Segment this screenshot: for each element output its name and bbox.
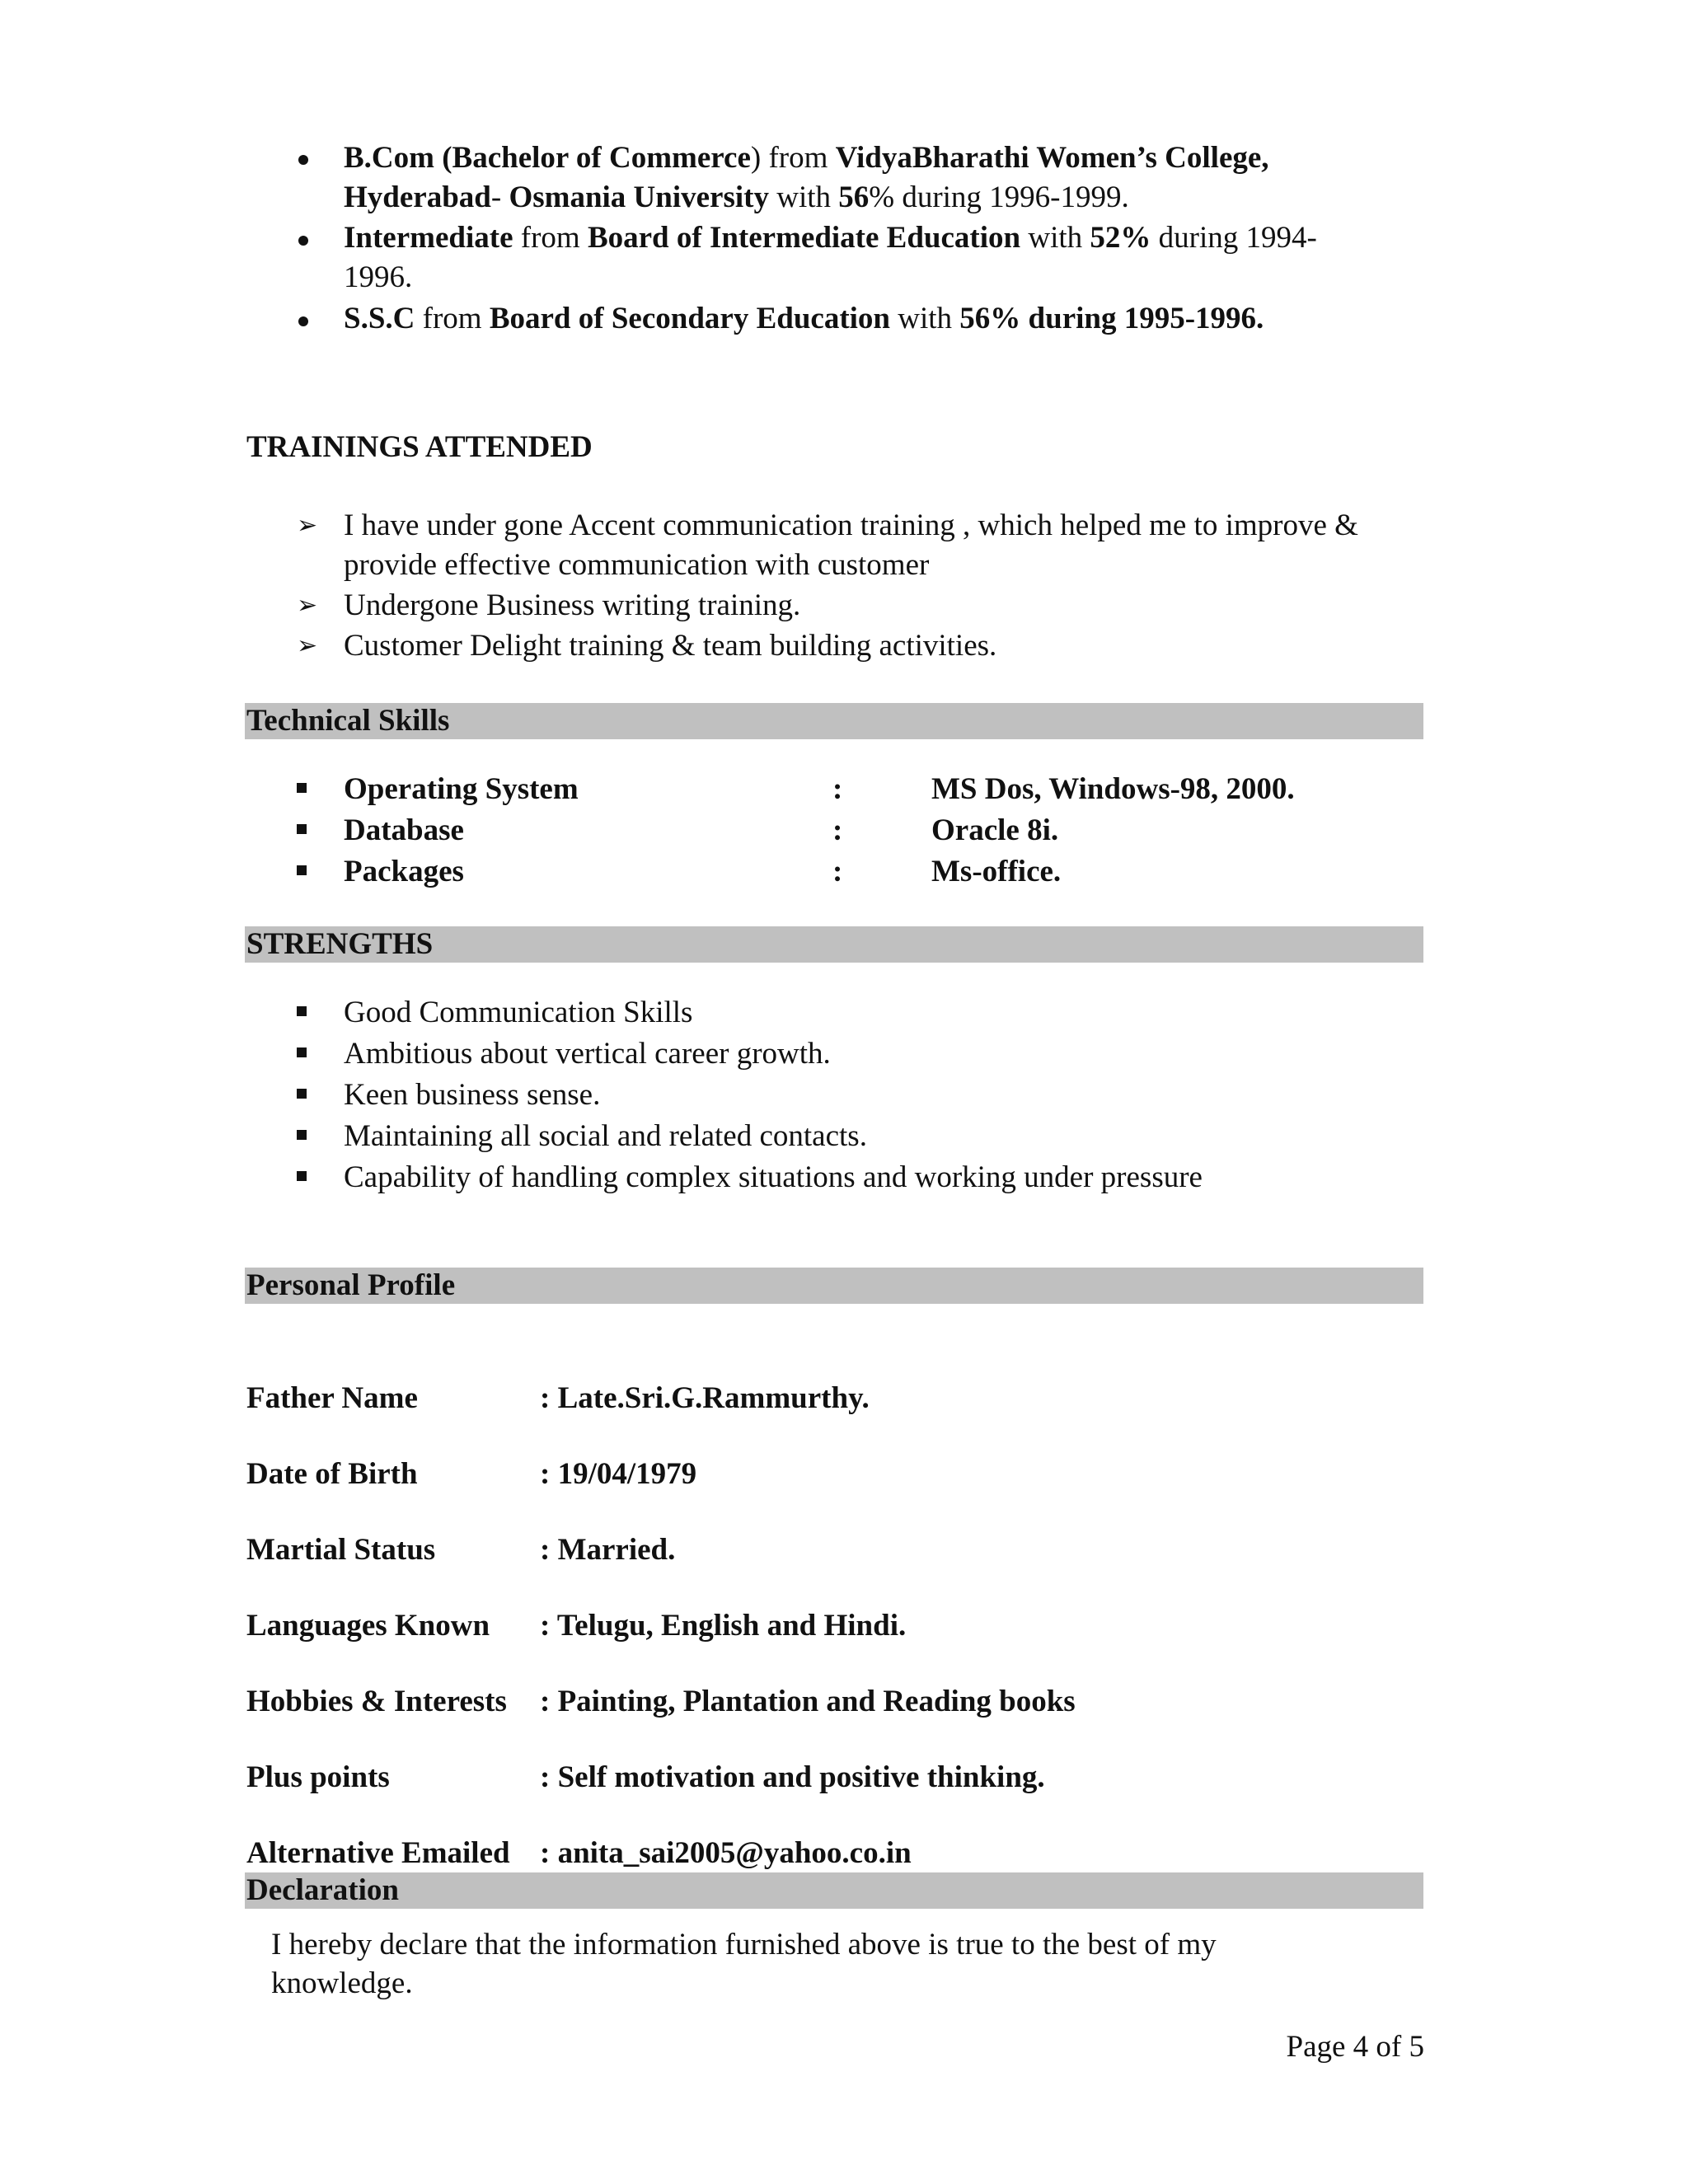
profile-label: Father Name xyxy=(246,1381,418,1415)
skill-colon: : xyxy=(832,855,843,888)
profile-label: Martial Status xyxy=(246,1533,436,1567)
arrow-bullet-icon: ➢ xyxy=(297,512,318,539)
declaration-text: I hereby declare that the information furnished above is true to the best of my xyxy=(271,1928,1217,1961)
declaration-header-bar xyxy=(245,1872,1423,1909)
profile-label: Date of Birth xyxy=(246,1457,418,1491)
bullet-icon xyxy=(298,155,308,165)
strength-item: Good Communication Skills xyxy=(344,996,693,1029)
profile-value: : Telugu, English and Hindi. xyxy=(540,1609,907,1643)
profile-value: : Late.Sri.G.Rammurthy. xyxy=(540,1381,870,1415)
skill-value: Oracle 8i. xyxy=(931,813,1059,847)
skill-label: Operating System xyxy=(344,772,579,806)
skill-label: Database xyxy=(344,813,464,847)
technical-skills-heading: Technical Skills xyxy=(246,704,450,738)
strengths-header-bar xyxy=(245,926,1423,963)
arrow-bullet-icon: ➢ xyxy=(297,632,318,659)
personal-profile-heading: Personal Profile xyxy=(246,1268,456,1302)
strength-item: Capability of handling complex situations and working under pressure xyxy=(344,1160,1203,1194)
skill-colon: : xyxy=(832,772,843,806)
skill-value: MS Dos, Windows-98, 2000. xyxy=(931,772,1295,806)
personal-profile-header-bar xyxy=(245,1268,1423,1304)
bullet-icon xyxy=(298,236,308,246)
bullet-icon xyxy=(298,316,308,326)
education-item-bcom: B.Com (Bachelor of Commerce) from VidyaBharathi Women’s College, xyxy=(344,141,1269,175)
skill-value: Ms-office. xyxy=(931,855,1062,888)
training-item-continued: provide effective communication with customer xyxy=(344,548,930,582)
square-bullet-icon xyxy=(297,865,307,875)
strength-item: Maintaining all social and related contacts. xyxy=(344,1119,867,1153)
profile-label: Plus points xyxy=(246,1760,390,1794)
education-item-intermediate-line2: 1996. xyxy=(344,260,413,294)
square-bullet-icon xyxy=(297,824,307,834)
profile-label: Alternative Emailed xyxy=(246,1836,510,1870)
profile-value: : Self motivation and positive thinking. xyxy=(540,1760,1045,1794)
square-bullet-icon xyxy=(297,1171,307,1181)
training-item: Undergone Business writing training. xyxy=(344,588,801,622)
declaration-text-continued: knowledge. xyxy=(271,1966,413,2000)
profile-value: : Married. xyxy=(540,1533,676,1567)
trainings-heading: TRAININGS ATTENDED xyxy=(246,430,593,464)
square-bullet-icon xyxy=(297,1089,307,1099)
education-item-intermediate: Intermediate from Board of Intermediate Education with 52% during 1994- xyxy=(344,221,1317,255)
strengths-heading: STRENGTHS xyxy=(246,927,434,961)
profile-label: Hobbies & Interests xyxy=(246,1685,507,1718)
profile-value: : 19/04/1979 xyxy=(540,1457,697,1491)
education-item-ssc: S.S.C from Board of Secondary Education with 56% during 1995-1996. xyxy=(344,302,1264,335)
training-item: Customer Delight training & team building activities. xyxy=(344,629,997,663)
profile-label: Languages Known xyxy=(246,1609,490,1643)
training-item: I have under gone Accent communication training , which helped me to improve & xyxy=(344,509,1358,542)
profile-value-email: : anita_sai2005@yahoo.co.in xyxy=(540,1836,912,1870)
declaration-heading: Declaration xyxy=(246,1873,399,1907)
skill-colon: : xyxy=(832,813,843,847)
square-bullet-icon xyxy=(297,783,307,793)
skill-label: Packages xyxy=(344,855,464,888)
strength-item: Ambitious about vertical career growth. xyxy=(344,1037,831,1071)
profile-value: : Painting, Plantation and Reading books xyxy=(540,1685,1076,1718)
square-bullet-icon xyxy=(297,1130,307,1140)
square-bullet-icon xyxy=(297,1006,307,1016)
square-bullet-icon xyxy=(297,1047,307,1057)
page-number: Page 4 of 5 xyxy=(1286,2030,1424,2064)
arrow-bullet-icon: ➢ xyxy=(297,592,318,619)
education-item-bcom-line2: Hyderabad- Osmania University with 56% during 1996-1999. xyxy=(344,180,1129,214)
technical-skills-header-bar xyxy=(245,703,1423,739)
strength-item: Keen business sense. xyxy=(344,1078,601,1112)
